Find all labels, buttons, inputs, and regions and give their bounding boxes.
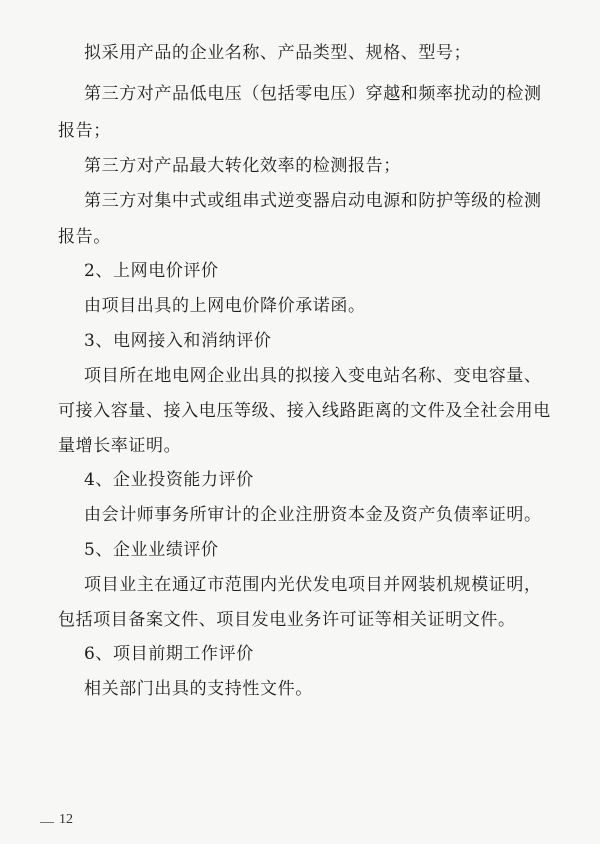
page-number: 12 <box>59 812 73 827</box>
section-heading-investment: 4、企业投资能力评价 <box>84 470 254 490</box>
text-line-grid-3: 量增长率证明。 <box>58 436 182 456</box>
text-line-price-commitment: 由项目出具的上网电价降价承诺函。 <box>84 296 366 316</box>
text-line-performance-2: 包括项目备案文件、项目发电业务许可证等相关证明文件。 <box>58 610 516 630</box>
text-line-inverter-report: 第三方对集中式或组串式逆变器启动电源和防护等级的检测 <box>84 191 542 211</box>
text-line-lvrt-report-cont: 报告； <box>58 121 111 141</box>
page-number-dash <box>40 822 54 823</box>
text-line-preliminary: 相关部门出具的支持性文件。 <box>84 679 313 699</box>
text-line-inverter-report-cont: 报告。 <box>58 227 111 247</box>
text-line-investment: 由会计师事务所审计的企业注册资本金及资产负债率证明。 <box>84 505 542 525</box>
text-line-performance-1: 项目业主在通辽市范围内光伏发电项目并网装机规模证明， <box>84 575 542 595</box>
text-line-efficiency-report: 第三方对产品最大转化效率的检测报告； <box>84 156 401 176</box>
section-heading-performance: 5、企业业绩评价 <box>84 540 219 560</box>
section-heading-price: 2、上网电价评价 <box>84 261 219 281</box>
section-heading-grid: 3、电网接入和消纳评价 <box>84 331 272 351</box>
section-heading-preliminary: 6、项目前期工作评价 <box>84 644 254 664</box>
text-line-lvrt-report: 第三方对产品低电压（包括零电压）穿越和频率扰动的检测 <box>84 84 542 104</box>
text-line-product-info: 拟采用产品的企业名称、产品类型、规格、型号； <box>84 43 472 63</box>
text-line-grid-2: 可接入容量、接入电压等级、接入线路距离的文件及全社会用电 <box>58 401 551 421</box>
text-line-grid-1: 项目所在地电网企业出具的拟接入变电站名称、变电容量、 <box>84 366 542 386</box>
